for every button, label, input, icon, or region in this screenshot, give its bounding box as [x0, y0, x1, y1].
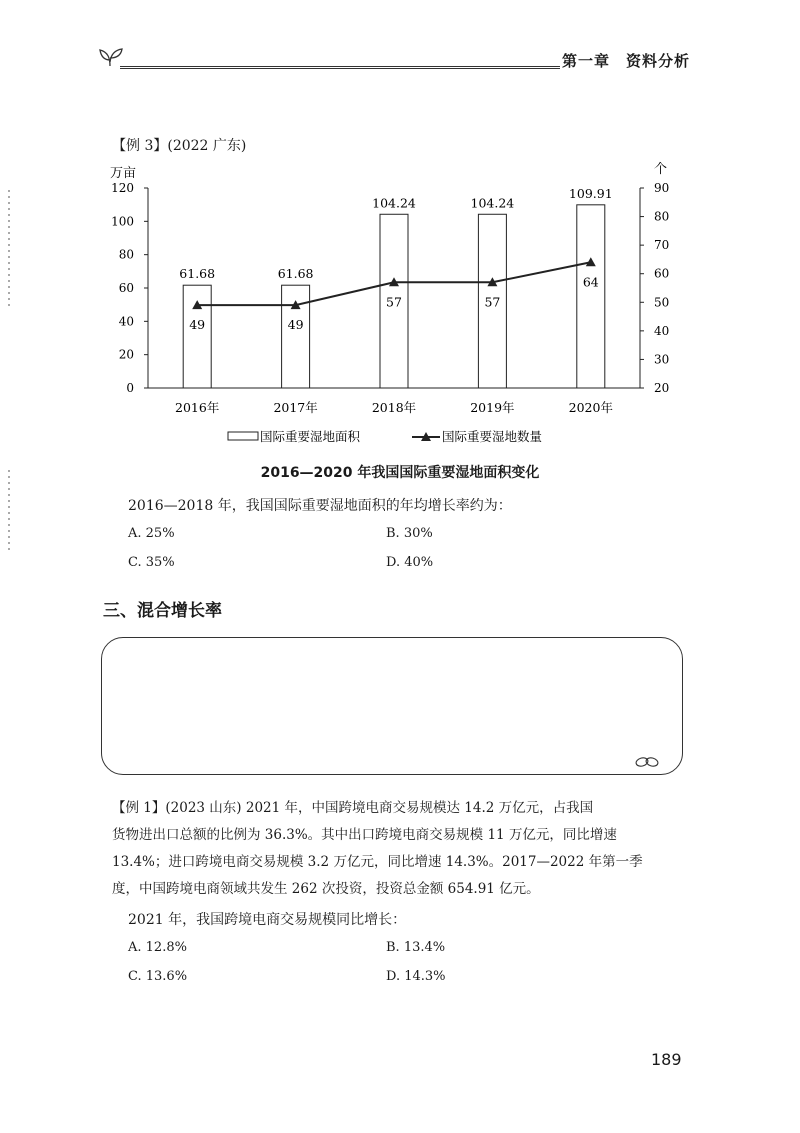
example-1-line: 度，中国跨境电商领域共发生 262 次投资，投资总金额 654.91 亿元。 — [112, 881, 540, 897]
example-3-tag: 【例 3】(2022 广东) — [112, 138, 247, 154]
option-c: C. 13.6% — [128, 969, 188, 984]
option-d: D. 14.3% — [386, 969, 446, 984]
right-tick-label: 80 — [654, 209, 670, 224]
category-label: 2018年 — [371, 400, 417, 415]
scan-margin-dots — [8, 190, 10, 310]
option-c: C. 35% — [128, 555, 175, 570]
header-rule — [120, 66, 560, 67]
bar-value-label: 109.91 — [568, 185, 613, 201]
example-1-line: 货物进出口总额的比例为 36.3%。其中出口跨境电商交易规模 11 万亿元，同比增速 — [112, 827, 617, 843]
line-value-label: 64 — [582, 274, 599, 290]
example-1-line: 13.4%；进口跨境电商交易规模 3.2 万亿元，同比增速 14.3%。2017—2022 年第一季 — [112, 854, 643, 870]
option-a: A. 12.8% — [128, 940, 187, 955]
bar-value-label: 61.68 — [277, 266, 314, 282]
left-tick-label: 80 — [118, 247, 134, 262]
left-tick-label: 20 — [118, 347, 134, 362]
category-label: 2016年 — [175, 400, 220, 415]
right-tick-label: 40 — [654, 323, 670, 338]
page-number: 189 — [651, 1050, 682, 1069]
left-tick-label: 40 — [118, 314, 134, 329]
line-value-label: 57 — [484, 294, 501, 310]
option-d: D. 40% — [386, 555, 434, 570]
option-b: B. 30% — [386, 526, 433, 541]
section-title: 三、混合增长率 — [103, 601, 222, 621]
bar-value-label: 61.68 — [179, 266, 216, 282]
category-label: 2019年 — [470, 400, 515, 415]
option-b: B. 13.4% — [386, 940, 446, 955]
bar-value-label: 104.24 — [372, 195, 416, 211]
legend-line-label: 国际重要湿地数量 — [442, 429, 543, 444]
option-a: A. 25% — [128, 526, 175, 541]
bar-value-label: 104.24 — [470, 195, 515, 211]
right-tick-label: 70 — [654, 238, 670, 253]
line-value-label: 57 — [386, 294, 402, 310]
example-1-question: 2021 年，我国跨境电商交易规模同比增长： — [128, 912, 407, 928]
right-tick-label: 50 — [654, 295, 670, 310]
left-tick-label: 120 — [111, 181, 134, 195]
note-box — [101, 637, 683, 775]
right-tick-label: 20 — [654, 381, 670, 395]
left-tick-label: 60 — [118, 281, 134, 295]
left-axis-label: 万亩 — [110, 166, 137, 181]
leaf-icon — [635, 755, 659, 769]
legend-bar-swatch — [228, 432, 258, 440]
right-axis-label: 个 — [654, 162, 668, 177]
bar — [577, 205, 605, 388]
line-value-label: 49 — [189, 317, 206, 333]
chapter-title: 第一章 资料分析 — [562, 52, 691, 70]
scan-margin-dots — [8, 470, 10, 550]
right-tick-label: 90 — [654, 181, 670, 195]
right-tick-label: 60 — [654, 266, 670, 281]
left-tick-label: 100 — [111, 214, 134, 229]
chart-title: 2016—2020 年我国国际重要湿地面积变化 — [260, 465, 540, 481]
right-tick-label: 30 — [654, 352, 670, 367]
example-1-line: 【例 1】(2023 山东) 2021 年，中国跨境电商交易规模达 14.2 万亿元，占我国 — [112, 800, 594, 816]
header-rule — [120, 68, 560, 69]
wetland-chart — [90, 155, 690, 455]
example-3-question: 2016—2018 年，我国国际重要湿地面积的年均增长率约为： — [128, 498, 512, 514]
left-tick-label: 0 — [126, 381, 134, 395]
line-value-label: 49 — [287, 317, 304, 333]
legend-bar-label: 国际重要湿地面积 — [260, 429, 361, 444]
category-label: 2020年 — [568, 400, 613, 415]
category-label: 2017年 — [273, 400, 318, 415]
